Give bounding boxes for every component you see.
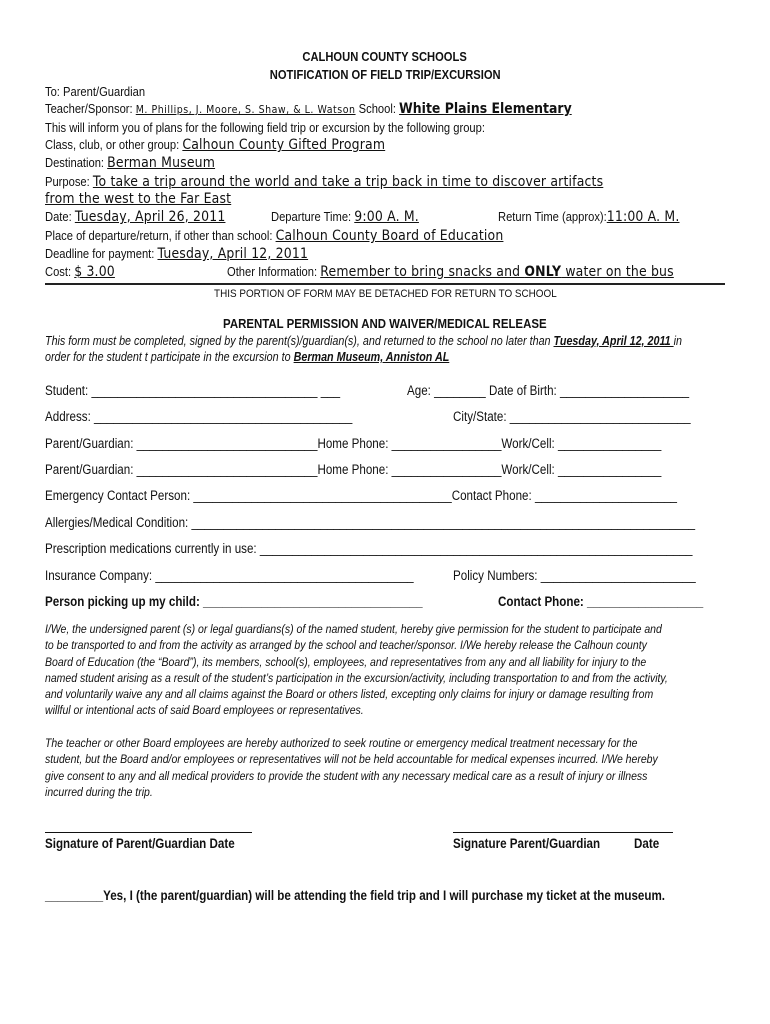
return-time: Return Time (approx):11:00 A. M. xyxy=(498,209,680,225)
age-dob-field[interactable]: Age: ________ Date of Birth: ____________________ xyxy=(407,383,690,398)
release-instructions-2: order for the student t participate in the excursion to Berman Museum, Anniston AL xyxy=(45,350,450,364)
destination-line: Destination: Berman Museum xyxy=(45,155,216,171)
group-value: Calhoun County Gifted Program xyxy=(182,137,386,153)
purpose-line: Purpose: To take a trip around the world and take a trip back in time to discover artifacts xyxy=(45,174,604,190)
signature-1-label: Signature of Parent/Guardian Date xyxy=(45,836,235,851)
intro-line: This will inform you of plans for the following field trip or excursion by the following group: xyxy=(45,120,485,135)
medical-consent-paragraph: The teacher or other Board employees are hereby authorized to seek routine or emergency medical treatment necessary for the student, but the Board and/or employees or representatives will not be held accountable for medical expenses incurred. I/We hereby give consent to any and all medical providers to provide the student with any necessary medical care as a result of injury or illness incurred during the trip. xyxy=(45,736,658,799)
prescription-field[interactable]: Prescription medications currently in use: ___________________________________________________________________ xyxy=(45,541,693,556)
teacher-school-line: Teacher/Sponsor: M. Phillips, J. Moore, S. Shaw, & L. Watson School: White Plains Elementary xyxy=(45,101,572,117)
detach-notice: THIS PORTION OF FORM MAY BE DETACHED FOR RETURN TO SCHOOL xyxy=(213,288,557,300)
insurance-field[interactable]: Insurance Company: ________________________________________ xyxy=(45,568,414,583)
other-info-value: Remember to bring snacks and ONLY water on the bus xyxy=(320,264,674,280)
release-destination: Berman Museum, Anniston AL xyxy=(293,350,450,364)
detach-divider xyxy=(45,283,725,285)
allergies-field[interactable]: Allergies/Medical Condition: ______________________________________________________________________________ xyxy=(45,515,696,530)
signature-2-date-label: Date xyxy=(634,836,660,851)
school-district-heading: CALHOUN COUNTY SCHOOLS xyxy=(302,49,468,64)
release-title: PARENTAL PERMISSION AND WAIVER/MEDICAL RELEASE xyxy=(223,316,547,331)
group-line: Class, club, or other group: Calhoun County Gifted Program xyxy=(45,137,386,153)
liability-waiver-paragraph: I/We, the undersigned parent (s) or legal guardians(s) of the named student, hereby give permission for the student to participate and to be transported to and from the activity as arranged by the school and teacher/sponsor. I/We hereby release the Calhoun county Board of Education (the “Board”), its members, school(s), employees, and representatives from any and all liability for injury to the named student arising as a result of the student’s participation in the excursion/activity, including transportation to and from the activity, and voluntarily waive any and all claims against the Board or others listed, excepting only claims for injury or damage resulting from willful or intentional acts of said Board employees or representatives. xyxy=(45,622,668,718)
trip-date-value: Tuesday, April 26, 2011 xyxy=(74,209,226,225)
deadline-line: Deadline for payment: Tuesday, April 12, 2011 xyxy=(45,246,309,262)
student-field[interactable]: Student: ___________________________________ ___ xyxy=(45,383,341,398)
date-line: Date: Tuesday, April 26, 2011 xyxy=(45,209,226,225)
pickup-person-field[interactable]: Person picking up my child: __________________________________ xyxy=(45,594,423,609)
emergency-contact-field[interactable]: Emergency Contact Person: ________________________________________Contact Phone: ______________________ xyxy=(45,488,678,503)
school-value: White Plains Elementary xyxy=(399,101,572,117)
other-info-line: Other Information: Remember to bring snacks and ONLY water on the bus xyxy=(227,264,674,280)
parent-guardian-2-field[interactable]: Parent/Guardian: ____________________________Home Phone: _________________Work/Cell: ________________ xyxy=(45,462,662,477)
pickup-contact-field[interactable]: Contact Phone: __________________ xyxy=(498,594,704,609)
departure-time: Departure Time: 9:00 A. M. xyxy=(271,209,419,225)
signature-line-1[interactable] xyxy=(45,832,252,833)
purpose-value: To take a trip around the world and take a trip back in time to discover artifacts xyxy=(92,174,604,190)
destination-value: Berman Museum xyxy=(107,155,216,171)
purpose-line-2: from the west to the Far East xyxy=(45,191,232,207)
address-field[interactable]: Address: ________________________________________ xyxy=(45,409,353,424)
teacher-value: M. Phillips, J. Moore, S. Shaw, & L. Watson xyxy=(135,103,356,116)
cost-line: Cost: $ 3.00 xyxy=(45,264,115,280)
signature-line-2[interactable] xyxy=(453,832,673,833)
city-state-field[interactable]: City/State: ____________________________ xyxy=(453,409,691,424)
departure-value: 9:00 A. M. xyxy=(354,209,419,225)
cost-value: $ 3.00 xyxy=(74,264,115,280)
release-deadline: Tuesday, April 12, 2011 xyxy=(553,334,674,348)
place-value: Calhoun County Board of Education xyxy=(275,228,504,244)
parent-guardian-1-field[interactable]: Parent/Guardian: ____________________________Home Phone: _________________Work/Cell: ________________ xyxy=(45,436,662,451)
form-title: NOTIFICATION OF FIELD TRIP/EXCURSION xyxy=(269,67,501,82)
return-value: 11:00 A. M. xyxy=(606,209,680,225)
attendance-confirmation[interactable]: _________Yes, I (the parent/guardian) will be attending the field trip and I will purchase my ticket at the museum. xyxy=(45,888,666,903)
place-line: Place of departure/return, if other than school: Calhoun County Board of Education xyxy=(45,228,504,244)
to-line: To: Parent/Guardian xyxy=(45,84,146,99)
deadline-value: Tuesday, April 12, 2011 xyxy=(157,246,309,262)
policy-field[interactable]: Policy Numbers: ________________________ xyxy=(453,568,696,583)
signature-2-label: Signature Parent/Guardian xyxy=(453,836,601,851)
release-instructions: This form must be completed, signed by the parent(s)/guardian(s), and returned to the school no later than Tuesday, April 12, 2011 in xyxy=(45,334,682,348)
